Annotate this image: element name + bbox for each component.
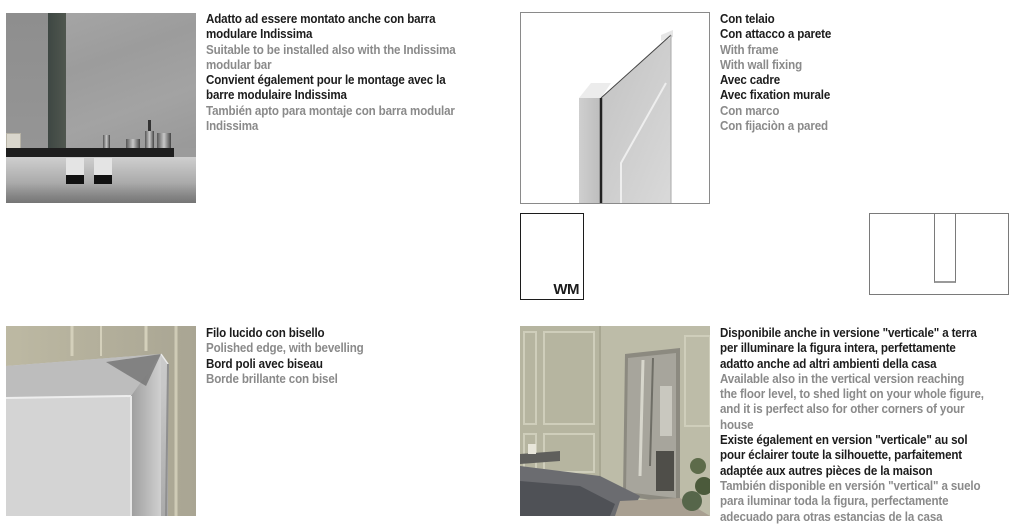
mirror-reflection	[6, 13, 48, 148]
text-fr: adaptée aux autres pièces de la maison	[720, 463, 933, 478]
text-it: Filo lucido con bisello	[206, 326, 325, 340]
text-it: Con telaio	[720, 12, 775, 26]
text-en: Suitable to be installed also with the Indissima	[206, 42, 456, 57]
text-en: and it is perfect also for other corners of your	[720, 402, 965, 417]
text-fr: pour éclairer toute la silhouette, parfaitement	[720, 448, 963, 463]
text-en: house	[720, 417, 754, 432]
bevel-corner-illustration	[6, 326, 196, 516]
text-it: adatto anche ad altri ambienti della casa	[720, 356, 937, 371]
wm-code-label: WM	[553, 281, 579, 298]
text-it: Adatto ad essere montato anche con barra	[206, 12, 436, 26]
vertical-mirror-room-photo	[520, 326, 710, 516]
fixing-slot	[934, 213, 956, 283]
bar-holder	[94, 158, 112, 184]
text-en: Available also in the vertical version reaching	[720, 371, 965, 386]
text-it: per illuminare la figura intera, perfettamente	[720, 341, 956, 356]
text-es: Indissima	[206, 119, 259, 134]
text-es: Con marco	[720, 103, 780, 118]
jar	[157, 133, 171, 149]
text-es: Con fijaciòn a pared	[720, 119, 828, 134]
text-fr: Existe également en version "verticale" au sol	[720, 433, 968, 448]
bar-holder	[66, 158, 84, 184]
frame-edge-illustration	[521, 13, 709, 203]
bottle	[103, 135, 110, 149]
light-switch	[6, 133, 21, 149]
counter-shadow	[6, 183, 196, 203]
text-fr: barre modulaire Indissima	[206, 88, 347, 103]
text-it: modulare Indissima	[206, 27, 313, 42]
text-it: Con attacco a parete	[720, 27, 832, 42]
feature-text-frame-wall-fixing	[720, 12, 831, 134]
dropper-cap	[148, 120, 151, 131]
text-fr: Avec cadre	[720, 73, 781, 88]
text-es: También apto para montaje con barra modular	[206, 103, 455, 118]
text-en: modular bar	[206, 57, 272, 72]
text-en: Polished edge, with bevelling	[206, 341, 364, 356]
wall-fixing-schematic	[869, 213, 1009, 295]
text-es: También disponible en versión "vertical" a suelo	[720, 478, 981, 493]
bevel-corner-photo	[6, 326, 196, 516]
wm-code-box	[520, 213, 584, 300]
frame-detail-photo	[520, 12, 710, 204]
feature-text-vertical-floor	[720, 326, 984, 525]
room-illustration	[520, 326, 710, 516]
text-fr: Convient également pour le montage avec la	[206, 73, 446, 88]
text-es: para iluminar toda la figura, perfectamente	[720, 494, 949, 509]
text-en: the floor level, to shed light on your whole figure,	[720, 387, 984, 402]
text-en: With wall fixing	[720, 57, 803, 72]
text-fr: Bord poli avec biseau	[206, 356, 323, 371]
shelf	[6, 148, 174, 157]
text-it: Disponibile anche in versione "verticale" a terra	[720, 326, 977, 340]
text-fr: Avec fixation murale	[720, 88, 831, 103]
mirror-edge	[48, 13, 66, 148]
text-es: Borde brillante con bisel	[206, 371, 338, 386]
dropper-bottle	[145, 131, 154, 149]
indissima-bar-photo	[6, 13, 196, 203]
feature-text-polished-bevel	[206, 326, 364, 387]
text-es: adecuado para otras estancias de la casa	[720, 509, 943, 524]
text-en: With frame	[720, 42, 779, 57]
feature-text-indissima-bar	[206, 12, 456, 134]
